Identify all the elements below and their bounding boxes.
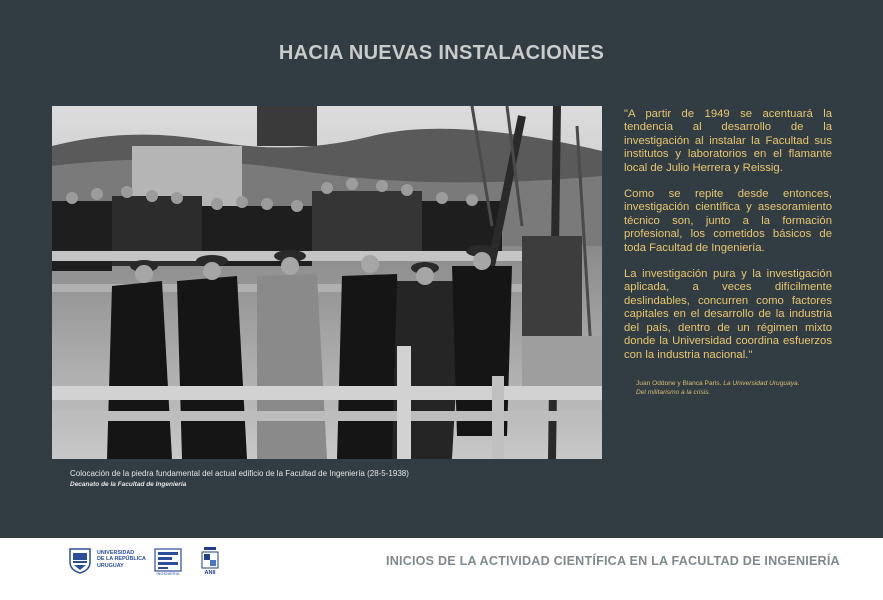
anii-emblem-icon: [200, 545, 220, 569]
udelar-line3: URUGUAY: [97, 562, 124, 569]
fing-label: INGENIERIA: [156, 572, 180, 576]
udelar-line1: UNIVERSIDAD: [97, 550, 135, 556]
quote-block: [624, 108, 832, 375]
citation-authors: Juan Oddone y Blanca Paris.: [636, 380, 722, 387]
quote-paragraph: Como se repite desde entonces, investigación científica y asesoramiento técnico son, junto a la formación profesional, los cometidos básicos de toda Facultad de Ingeniería.: [624, 188, 832, 254]
fing-logo: [154, 548, 182, 578]
citation-work: La Universidad Uruguaya.: [723, 380, 800, 387]
fing-emblem-icon: [154, 548, 182, 572]
citation-subtitle: Del militarismo a la crisis.: [636, 389, 711, 396]
historic-photo: [52, 106, 602, 459]
udelar-shield-icon: [69, 548, 91, 574]
udelar-logo: [69, 548, 149, 576]
quote-paragraph: La investigación pura y la investigación aplicada, a veces difícilmente deslindables, concurren como factores capitales en el desarrollo de la industria del país, dentro de un régimen mixto donde la Universidad coordina esfuerzos con la industria nacional.": [624, 268, 832, 361]
quote-paragraph: "A partir de 1949 se acentuará la tendencia al desarrollo de la investigación al instalar la Facultad sus institutos y laboratorios en el flamante local de Julio Herrera y Reissig.: [624, 108, 832, 174]
footer-title: INICIOS DE LA ACTIVIDAD CIENTÍFICA EN LA FACULTAD DE INGENIERÍA: [386, 554, 840, 568]
photo-caption: Colocación de la piedra fundamental del actual edificio de la Facultad de Ingeniería (28-5-1938): [70, 469, 409, 478]
photo-credit: Decanato de la Facultad de Ingeniería: [70, 481, 187, 488]
quote-citation: [636, 379, 836, 397]
udelar-line2: DE LA REPÚBLICA: [97, 556, 146, 563]
anii-logo: [200, 545, 220, 579]
anii-label: ANII: [204, 570, 216, 576]
ceremony-photo-illustration: [52, 106, 602, 459]
page-title: HACIA NUEVAS INSTALACIONES: [278, 42, 605, 64]
